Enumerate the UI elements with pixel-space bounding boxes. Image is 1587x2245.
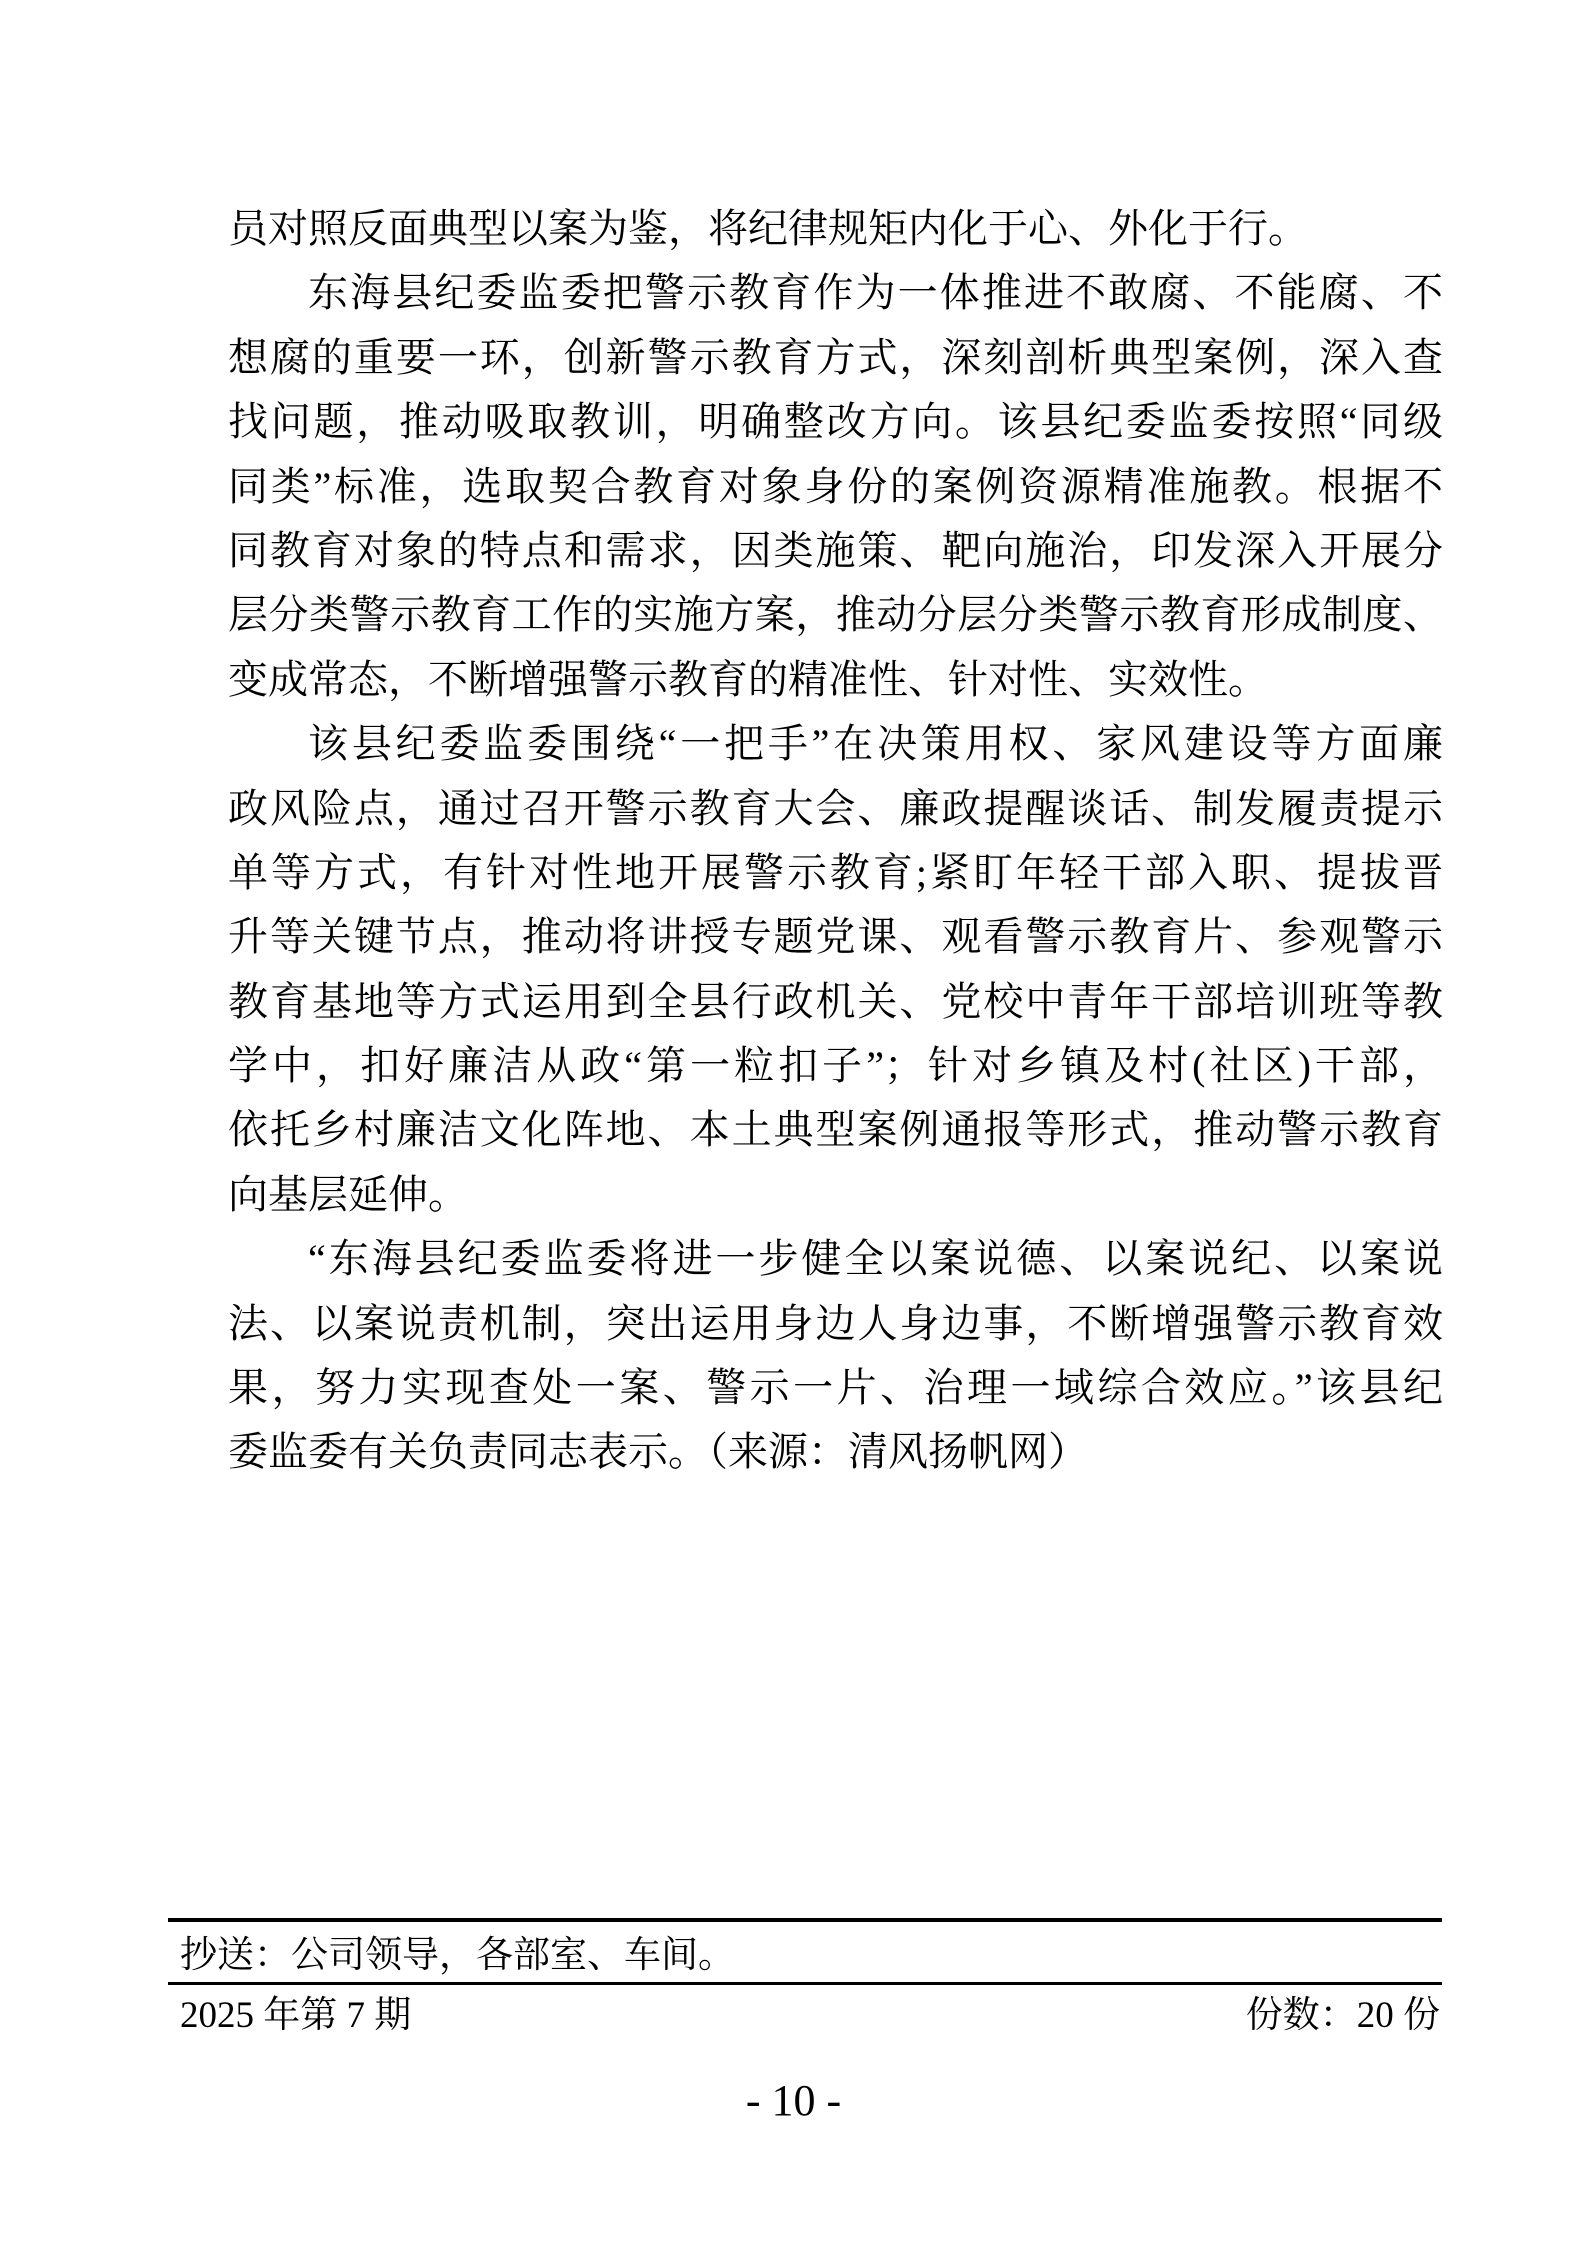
footer-divider-top xyxy=(168,1918,1442,1922)
body-text-line: 依托乡村廉洁文化阵地、本土典型案例通报等形式，推动警示教育 xyxy=(228,1107,1443,1153)
body-text-line: 委监委有关负责同志表示。（来源：清风扬帆网） xyxy=(228,1429,1088,1475)
body-text-line: 同类”标准，选取契合教育对象身份的案例资源精准施教。根据不 xyxy=(228,463,1443,509)
body-text-line: 变成常态，不断增强警示教育的精准性、针对性、实效性。 xyxy=(228,656,1268,702)
body-text-line: 政风险点，通过召开警示教育大会、廉政提醒谈话、制发履责提示 xyxy=(228,785,1443,831)
body-text-line: 升等关键节点，推动将讲授专题党课、观看警示教育片、参观警示 xyxy=(228,914,1443,960)
issue-number: 2025 年第 7 期 xyxy=(180,1995,412,2036)
body-text xyxy=(228,197,1443,1485)
body-text-line: 教育基地等方式运用到全县行政机关、党校中青年干部培训班等教 xyxy=(228,978,1443,1024)
body-text-line: 法、以案说责机制，突出运用身边人身边事，不断增强警示教育效 xyxy=(228,1300,1443,1346)
body-text-line: 同教育对象的特点和需求，因类施策、靶向施治，印发深入开展分 xyxy=(228,527,1443,573)
body-text-line: 员对照反面典型以案为鉴，将纪律规矩内化于心、外化于行。 xyxy=(228,206,1308,251)
cc-line: 抄送：公司领导，各部室、车间。 xyxy=(180,1935,735,1976)
body-text-line: 找问题，推动吸取教训，明确整改方向。该县纪委监委按照“同级 xyxy=(228,399,1443,445)
body-text-line: “东海县纪委监委将进一步健全以案说德、以案说纪、以案说 xyxy=(308,1236,1443,1282)
body-text-line: 学中，扣好廉洁从政“第一粒扣子”；针对乡镇及村(社区)干部， xyxy=(228,1043,1443,1089)
body-text-line: 该县纪委监委围绕“一把手”在决策用权、家风建设等方面廉 xyxy=(308,721,1443,767)
body-text-line: 东海县纪委监委把警示教育作为一体推进不敢腐、不能腐、不 xyxy=(308,270,1443,316)
body-text-line: 单等方式，有针对性地开展警示教育;紧盯年轻干部入职、提拔晋 xyxy=(228,849,1443,895)
copies-count: 份数：20 份 xyxy=(1245,1995,1440,2036)
page-number: - 10 - xyxy=(745,2076,842,2125)
body-text-line: 想腐的重要一环，创新警示教育方式，深刻剖析典型案例，深入查 xyxy=(228,334,1443,380)
body-text-line: 层分类警示教育工作的实施方案，推动分层分类警示教育形成制度、 xyxy=(228,592,1443,638)
body-text-line: 向基层延伸。 xyxy=(228,1171,468,1217)
issue-row xyxy=(180,1994,1440,2038)
footer-divider-bottom xyxy=(168,1982,1442,1985)
body-text-line: 果，努力实现查处一案、警示一片、治理一域综合效应。”该县纪 xyxy=(228,1365,1443,1411)
